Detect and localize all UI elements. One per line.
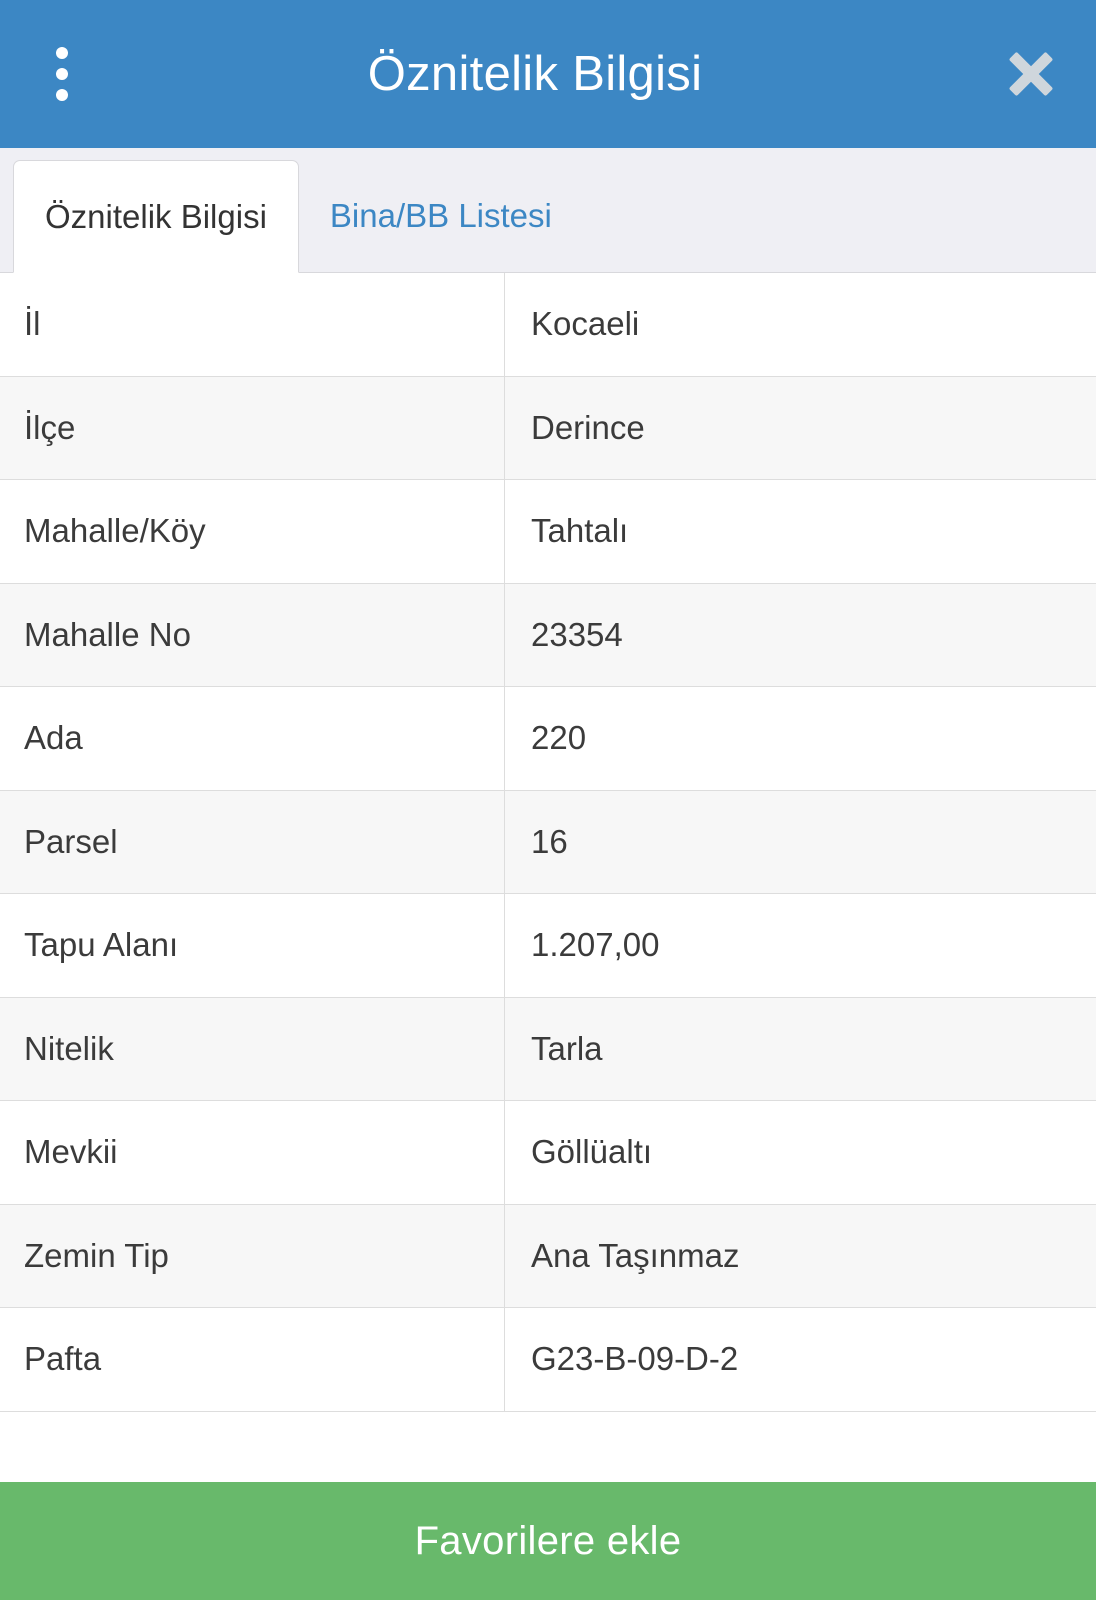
row-label: Ada	[0, 687, 505, 790]
add-to-favorites-button[interactable]: Favorilere ekle	[0, 1482, 1096, 1600]
tab-bina-bb-listesi[interactable]: Bina/BB Listesi	[329, 196, 552, 234]
table-row	[0, 687, 1096, 791]
dot	[56, 68, 68, 80]
row-value: Tahtalı	[505, 480, 1096, 583]
dot	[56, 47, 68, 59]
row-label: Mevkii	[0, 1101, 505, 1204]
row-label: Parsel	[0, 791, 505, 894]
close-icon[interactable]	[1000, 43, 1062, 105]
row-value: Kocaeli	[505, 273, 1096, 376]
table-row	[0, 377, 1096, 481]
row-value: Göllüaltı	[505, 1101, 1096, 1204]
row-label: Zemin Tip	[0, 1205, 505, 1308]
row-label: İlçe	[0, 377, 505, 480]
table-row	[0, 894, 1096, 998]
table-row	[0, 273, 1096, 377]
tab-bar	[0, 148, 1096, 273]
row-label: Pafta	[0, 1308, 505, 1411]
attribute-table	[0, 273, 1096, 1482]
table-row	[0, 480, 1096, 584]
row-label: Mahalle No	[0, 584, 505, 687]
row-label: Tapu Alanı	[0, 894, 505, 997]
table-row	[0, 584, 1096, 688]
table-row	[0, 1205, 1096, 1309]
row-value: Tarla	[505, 998, 1096, 1101]
dot	[56, 89, 68, 101]
row-value: 23354	[505, 584, 1096, 687]
row-value: Derince	[505, 377, 1096, 480]
table-row	[0, 998, 1096, 1102]
page-title: Öznitelik Bilgisi	[367, 47, 703, 101]
table-row	[0, 791, 1096, 895]
row-value: G23-B-09-D-2	[505, 1308, 1096, 1411]
row-value: 16	[505, 791, 1096, 894]
table-row	[0, 1308, 1096, 1412]
row-value: 220	[505, 687, 1096, 790]
row-value: Ana Taşınmaz	[505, 1205, 1096, 1308]
row-value: 1.207,00	[505, 894, 1096, 997]
dialog-header	[0, 0, 1096, 148]
row-label: Nitelik	[0, 998, 505, 1101]
row-label: Mahalle/Köy	[0, 480, 505, 583]
row-label: İl	[0, 273, 505, 376]
tab-oznitelik-bilgisi[interactable]: Öznitelik Bilgisi	[13, 160, 299, 273]
table-row	[0, 1101, 1096, 1205]
